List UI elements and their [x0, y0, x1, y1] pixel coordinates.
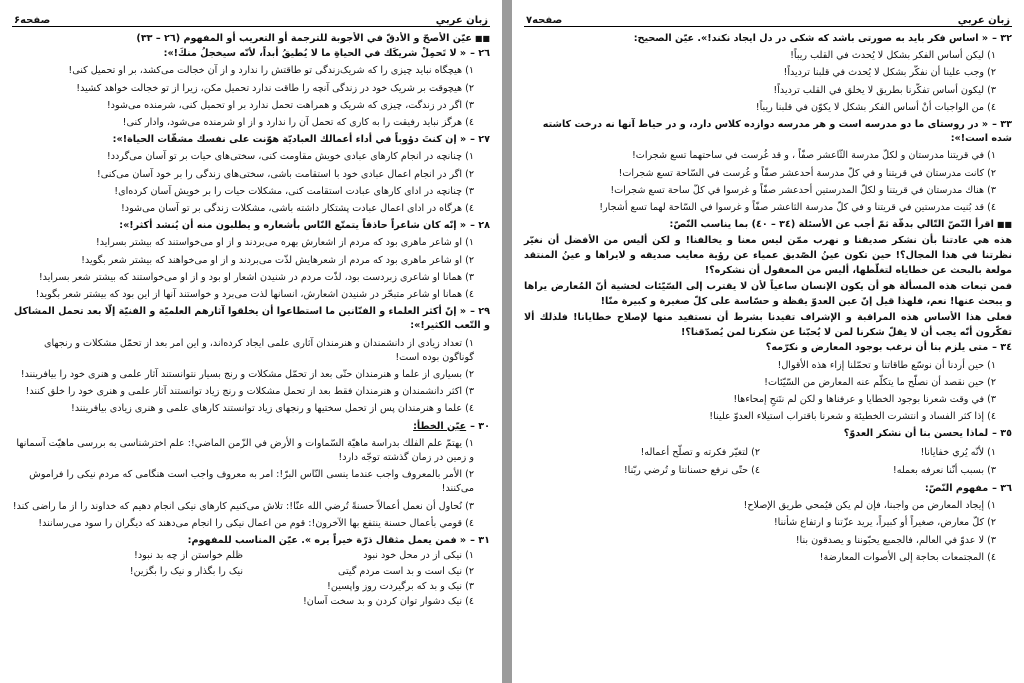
option: ٣) همانا او شاعرى زبردست بود، لذّت مردم در شنيدن اشعار او بود و از او مى‌خواستند كه بيشتر شعر بسرايد!: [38, 271, 474, 283]
page-header: [12, 6, 490, 27]
option: ٢) الأمر بالمعروف واجب عندما ينسى النّاس البرّ!: امر به معروف واجب است هنگامى كه مردم نيكى را فراموش مى‌كنند!: [29, 469, 474, 495]
option: ٢) اگر در انجام اعمال عبادى خود با استقامت باشى، سختى‌هاى زندگى را بر خود آسان مى‌كنى!: [96, 168, 474, 180]
question-26: ٢٦ –« لا تَحمِلْ شريكَك في الحياةِ ما لا يُطيقُ أبداً، لأنّه سيخجلُ منكَ!»:: [163, 48, 490, 60]
page-7: [512, 0, 1024, 683]
poem-line: ١) نيكى از در محل خود نبود ظلم خواستن از چه بد نبود!: [134, 550, 474, 562]
option: ٤) علما و هنرمندان پس از تحمل سختيها و رنجهاى زياد توانستند كارهاى علمى و هنرى زيادى بيافرينند!: [70, 403, 474, 415]
question-36: ٣٦ –مفهوم النّصّ:: [924, 483, 1012, 495]
passage-paragraph: فمن تبعات هذه المسألة هو أن يكون الإنسان ساعياً لأن لا يقترب إلى السّيّئات لخشية أنّ المُعارض يراها و يبحث عنها! نعم، فلهذا قيل إنّ عين العدوّ يقظة و حسّاسة على كلّ صغيرة و كبيرة منّا!: [524, 281, 1012, 308]
option: ٣) نُحاول أن نعمل أعمالاً حسنةً تُرضي الله عنّا!: تلاش مى‌كنيم كارهاى نيكى انجام دهيم كه خداوند را از ما راضى كند!: [12, 500, 474, 512]
question-29: ٢٩ –« إنّ أكثر العلماء و الفنّانين ما استطاعوا أن يخلقوا آثارهم العلميّة و الفنيّة إلّا بعد تحمل المشاكل و التّعب الكثير!»:: [13, 306, 490, 332]
bullet-square-icon: ■■: [474, 34, 490, 43]
option: ٢) هيچوقت بر شريک خود در زندگى آنچه را طاقت ندارد تحميل مكن، زيرا از تو خجالت خواهد كشيد!: [76, 82, 474, 94]
page-header: [524, 6, 1012, 27]
poem-line: ٤) نيک دشوار توان كردن و بد سخت آسان!: [302, 595, 474, 607]
option: ٤) المجتمعات بحاجة إلى الأصوات المعارضة!: [819, 551, 996, 563]
section-heading: ■■اقرأ النّصّ التّالي بدقّة ثمّ أجب عن الأسئلة (٣٤ – ٤٠) بما يناسب النّصّ:: [669, 219, 1012, 231]
option: ١) چنانچه در انجام كارهاى عبادى خويش مقاومت كنى، سختى‌هاى حيات بر تو آسان مى‌گردد!: [106, 151, 474, 163]
page-content: [12, 27, 490, 609]
option: ١) في قريتنا مدرستان و لكلّ مدرسة الثّاعشر صفّاً ، و قد غُرست في ساحتهما تسع شجرات!: [631, 150, 996, 162]
option: ١) هيچگاه نبايد چيزى را كه شريک‌زندگى تو طاقتش را ندارد و از آن خجالت مى‌كشد، بر او تحميل كنى!: [68, 65, 474, 77]
option: ٤) حتّى نرفع حسنانتا و تُرضي ربّنا!: [623, 464, 760, 476]
question-32: ٣٢ –« اساس فكر بايد به صورتى باشد كه شكى در دل ايجاد نكند!». عيّن الصحيح:: [633, 33, 1012, 44]
option: ٣) ليكون أساس تفكّرنا بطريق لا يخلق في القلب ترديداً!: [773, 84, 996, 96]
option: ٢) حين نقصد أن نصلّح ما يتكلّم عنه المعارض من السّيّئات!: [764, 376, 996, 388]
option: ٢) كانت مدرستان في قريتنا و في كلّ مدرسة أحدعشر صفّاً و غُرست في السّاحة تسع شجرات!: [618, 167, 996, 179]
question-34: ٣٤ –متى يلزم بنا أن نرغب بوجود المعارض و نكرّمه؟: [765, 342, 1012, 354]
option: ١) لأنّه يُري خفايانا!: [920, 446, 996, 458]
option: ٢) كلّ معارض، صغيراً أو كبيراً، يريد عزّتنا و ارتفاع شأننا!: [773, 517, 996, 529]
question-35: ٣٥ –لماذا يحسن بنا أن نشكر العدوّ؟: [843, 428, 1012, 440]
option: ١) او شاعر ماهرى بود كه مردم از اشعارش بهره مى‌بردند و از او مى‌خواستند كه بيشتر بسرايد!: [95, 237, 474, 249]
option: ٢) بسيارى از علما و هنرمندان حتّى بعد از تحمّل مشكلات و رنج بسيار نتوانستند آثار علمى و هنرى خود را بيافرينند!: [20, 369, 474, 381]
option: ١) حين أردنا أن نوسّع طاقاتنا و تحمّلنا إزاء هذه الأقوال!: [777, 359, 996, 371]
option: ٣) اگر در زندگت، چيزى كه شريک و همراهت تحمل ندارد بر او تحميل كنى، شرمنده مى‌شود!: [106, 99, 474, 111]
option: ٤) هرگاه در ادای اعمال عبادت پشتكار داشته باشی، مشكلات زندگی بر تو آسان می‌شود!: [120, 203, 474, 215]
passage-paragraph: فعلى هذا الأساس هذه المراقبة و الإشراف تفيدنا بشرط أن نستفيد منها لإصلاح خطايانا! فلذلك ألا تفكّرون أنّه يجب أن لا يقلّ شكرنا لمن لا يُحبّنا عن شكرنا لمن يُصدّقنا؟!: [524, 312, 1012, 339]
header-title: زبان عربي: [435, 15, 488, 26]
question-30: ٣٠ –عيّن الخطأ:: [413, 420, 490, 432]
option: ٢) او شاعر ماهرى بود كه مردم از شعرهايش لذّت مى‌بردند و از او مى‌خواهند كه بيشتر شعر بگويد!: [81, 254, 474, 266]
option: ٤) قومي بأعمال حسنة ينتفع بها الآخرون!: قوم من اعمال نيكى را انجام مى‌دهند كه ديگران را سود مى‌رسانند!: [38, 517, 474, 529]
option: ٤) همانا او شاعر متبحّر در شنيدن اشعارش، انسانها لذت مى‌برد و خواستند آنها از اين بود كه بيشتر شعر بگويد!: [35, 289, 474, 301]
option: ٣) اكثر دانشمندان و هنرمندان فقط بعد از تحمل مشكلات و رنج زياد توانستند آثار علمى و هنرى خود را خلق كنند!: [25, 386, 474, 398]
page-6: [0, 0, 502, 683]
poem-line: ٢) نيک است و بد است مردم گيتى نيک را بگذار و نيک را بگزين!: [129, 565, 474, 577]
option: ١) تعداد زيادى از دانشمندان و هنرمندان آثارى علمى ايجاد كرده‌اند، و اين امر بعد از تحمّل مشكلات و رنجهاى گوناگون بوده است!: [43, 337, 474, 363]
section-heading: ■■عيّن الأصحّ و الأدقّ في الأجوبة للترجمة أو التعريب أو المفهوم (٢٦ – ٣٣): [136, 33, 490, 44]
page-content: [524, 27, 1012, 565]
option: ٤) إذا كثر الفساد و انتشرت الخطيئة و شعرنا باقتراب استيلاء العدوّ علينا!: [709, 411, 996, 423]
header-title: زبان عربي: [957, 15, 1010, 26]
option: ٤) قد بُنيت مدرستين في قريتنا و في كلّ مدرسة الثاعشر صفّاً و غرسوا في السّاحة لهما تسع أشجار!: [599, 202, 996, 214]
header-page-number: صفحه۶: [14, 15, 51, 26]
option: ٣) لا عدوّ في العالم، فالجميع يحبّوننا و يصدقون بنا!: [795, 534, 996, 546]
question-33: ٣٣ –« در روستاى ما دو مدرسه است و هر مدرسه دوازده كلاس دارد، و در حياط آنها نه درخت كاشته شده است!»:: [542, 119, 1012, 145]
poem-line: ٣) نيک و بد كه برگيردت روز واپسين!: [327, 580, 474, 592]
option: ٤) هرگز نبايد رفيقت را به كارى كه تحمل آن را ندارد و از او شرمنده مى‌شود، وادار كنى!: [122, 117, 474, 129]
header-page-number: صفحه۷: [526, 15, 563, 26]
option: ٣) بسبب أنّنا نعرفه بعمله!: [892, 464, 996, 476]
bullet-square-icon: ■■: [996, 220, 1012, 230]
passage-paragraph: هذه هي عادتنا بأن نشكر صديقنا و نهرب ممّن ليس معنا و يخالفنا! و لكن أليس من الأفضل أن نغيّر نظرتنا في هذا المجال؟! حين تكون عينُ الصّديق عمياء عن رؤية معايب صديقه و لايراها و عينُ المنتقد مولعة بالبحث عن خطاياه لتغلّطها، أليس من المعقول أن نشكره؟!: [524, 235, 1012, 277]
option: ١) إيجاد المعارض من واجبنا، فإن لم يكن فيُمحي طريق الإصلاح!: [743, 500, 996, 512]
option: ١) يهتمّ علم الفلك بدراسة ماهيّة السّماوات و الأرض في الزّمن الماضي!: علم اختر‌شناسى به بررسى ماهيّت آسمانها و زمين در زمان گذشته توجّه دارد!: [16, 437, 474, 464]
question-31: ٣١ –« فمن يعمل مثقال ذرّة خيراً يره ». عيّن المناسب للمفهوم:: [187, 535, 490, 547]
options-grid: [524, 444, 1012, 480]
question-28: ٢٨ –« إنّه كان شاعراً حاذقاً يتمتّع النّاس بأشعاره و يطلبون منه أن يُنشد أكثر!»:: [119, 220, 490, 232]
question-27: ٢٧ –« إن كنتَ دؤوباً في أداء أعمالك العباديّة هوّنت على نفسك مشقّات الحياة!»:: [112, 134, 490, 146]
option: ٤) من الواجبات أنْ أساس الفكر بشكل لا يكوّن في قلبنا ريباً!: [755, 101, 996, 113]
option: ٣) في وقت شعرنا بوجود الخطايا و عرفناها و لكن لم نتَنحِ إمحاءها!: [733, 394, 996, 406]
option: ٢) لتغيّر فكرته و تصلّح أعماله!: [640, 446, 760, 458]
option: ٢) وجب علينا أن نفكّر بشكل لا يُحدث في قلبنا ترديداً!: [783, 67, 996, 79]
option: ٣) چنانچه در ادای كارهای عبادت استقامت كنی، مشكلات حيات را بر خويش آسان كرده‌ای!: [114, 185, 474, 197]
option: ٣) هناك مدرستان في قريتنا و لكلّ المدرستين أحدعشر صفّاً و غرسوا في كلّ ساحة تسع شجرات!: [610, 184, 996, 196]
option: ١) ليكن أساس الفكر بشكل لا يُحدث في القلب ريباً!: [790, 50, 996, 62]
